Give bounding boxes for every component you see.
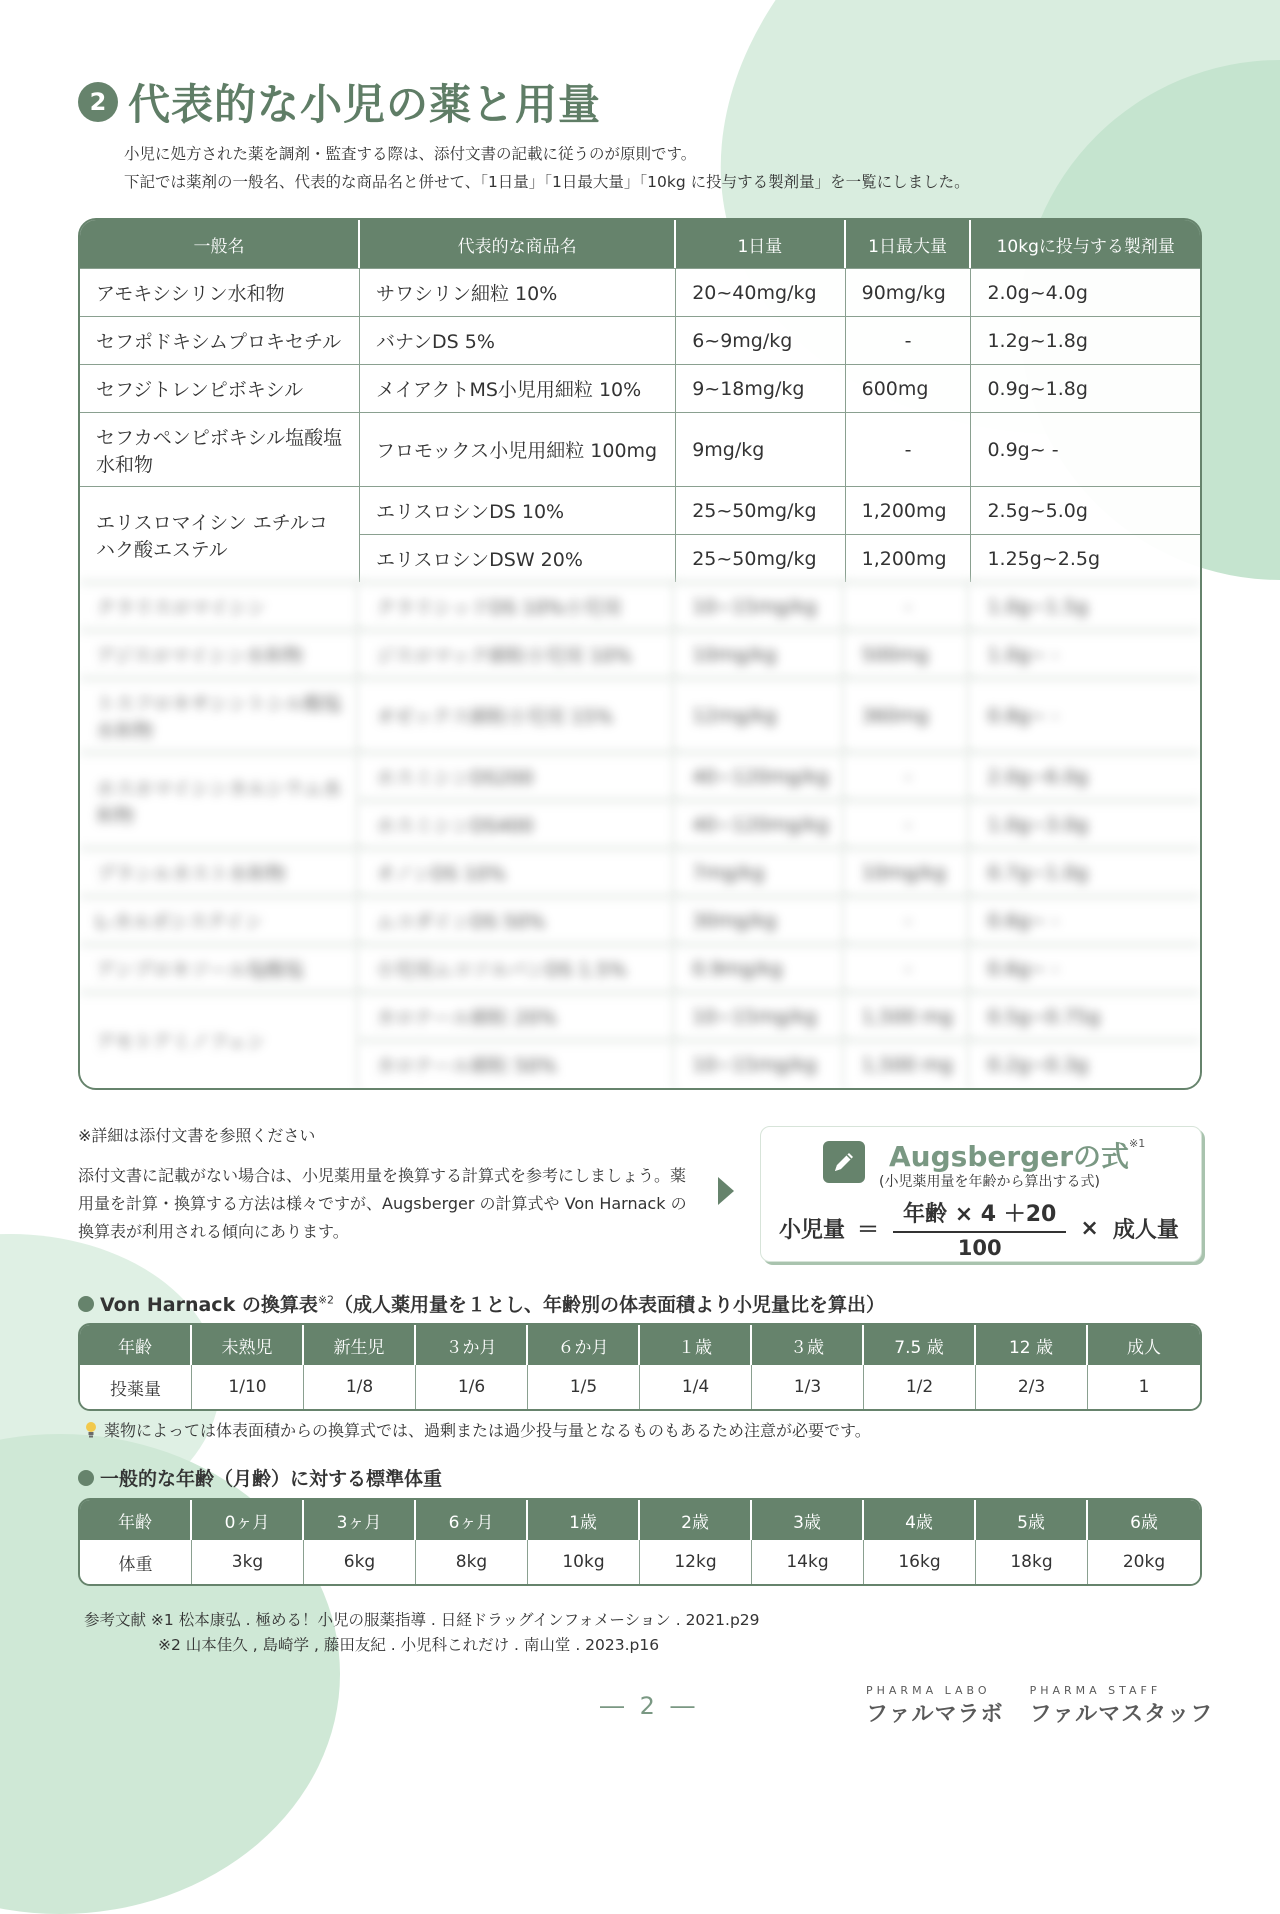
amount-cell: 0.9g~ - — [971, 412, 1200, 486]
value-cell: 1/8 — [304, 1365, 416, 1409]
table-header-row — [80, 1325, 1200, 1365]
brand-name-cell: ホスミシンDS200 — [360, 752, 676, 800]
max-dose-cell: 90mg/kg — [846, 268, 972, 316]
explanation-paragraph: 添付文書に記載がない場合は、小児薬用量を換算する計算式を参考にしましょう。薬用量を計算・換算する方法は様々ですが、Augsberger の計算式や Von Harnack の換算表が利用される傾向にあります。 — [78, 1166, 687, 1241]
daily-dose-cell: 25~50mg/kg — [676, 486, 845, 534]
header-cell: 年齢 — [80, 1500, 192, 1540]
table-row — [80, 678, 1200, 752]
formula-equation — [779, 1199, 1187, 1260]
value-cell: 14kg — [752, 1540, 864, 1584]
detail-note: ※詳細は添付文書を参照ください — [78, 1126, 316, 1145]
brand-name-cell: バナンDS 5% — [360, 316, 676, 364]
pharma-staff-logo — [1030, 1684, 1214, 1728]
header-cell: ３か月 — [416, 1325, 528, 1365]
bullet-dot — [78, 1296, 94, 1312]
max-dose-cell: 600mg — [846, 364, 972, 412]
max-dose-cell: 500mg — [846, 630, 972, 678]
max-dose-cell: - — [846, 582, 972, 630]
table-row — [80, 992, 1200, 1040]
value-cell: 3kg — [192, 1540, 304, 1584]
generic-name-cell: アモキシシリン水和物 — [80, 268, 360, 316]
header-cell: 7.5 歳 — [864, 1325, 976, 1365]
brand-name-cell: オノンDS 10% — [360, 848, 676, 896]
max-dose-cell: - — [846, 412, 972, 486]
amount-cell: 1.0g~3.0g — [971, 800, 1200, 848]
brand-name-cell: フロモックス小児用細粒 100mg — [360, 412, 676, 486]
amount-cell: 1.0g~ - — [971, 630, 1200, 678]
amount-cell: 0.6g~ - — [971, 944, 1200, 992]
amount-cell: 0.9g~1.8g — [971, 364, 1200, 412]
pencil-icon — [823, 1141, 865, 1183]
formula-equals: ＝ — [857, 1217, 880, 1243]
references — [84, 1608, 760, 1658]
brand-name-cell: クラリシッドDS 10%小児用 — [360, 582, 676, 630]
formula-numerator: 年齢 × 4 ＋20 — [893, 1197, 1066, 1233]
amount-cell: 2.5g~5.0g — [971, 486, 1200, 534]
section-heading — [78, 72, 601, 132]
table-row — [80, 486, 1200, 534]
logo-en-text: PHARMA STAFF — [1029, 1684, 1162, 1697]
header-cell: ６か月 — [528, 1325, 640, 1365]
max-dose-cell: 360mg — [846, 678, 972, 752]
amount-cell: 2.0g~4.0g — [971, 268, 1200, 316]
augsberger-formula-box — [760, 1126, 1202, 1262]
formula-times: × — [1080, 1215, 1099, 1241]
amount-cell: 0.7g~1.0g — [971, 848, 1200, 896]
table-row — [80, 848, 1200, 896]
reference-1: 参考文献 ※1 松本康弘 . 極める！小児の服薬指導 . 日経ドラッグインフォメーション . 2021.p29 — [84, 1611, 760, 1629]
daily-dose-cell: 12mg/kg — [676, 678, 845, 752]
intro-line-1: 小児に処方された薬を調剤・監査する際は、添付文書の記載に従うのが原則です。 — [124, 145, 697, 163]
table-row — [80, 364, 1200, 412]
value-cell: 1/3 — [752, 1365, 864, 1409]
max-dose-cell: 10mg/kg — [846, 848, 972, 896]
formula-denominator: 100 — [957, 1235, 1002, 1260]
formula-title — [889, 1135, 1145, 1175]
formula-fraction — [893, 1197, 1066, 1260]
value-cell: 2/3 — [976, 1365, 1088, 1409]
generic-name-cell: セフポドキシムプロキセチル — [80, 316, 360, 364]
daily-dose-cell: 20~40mg/kg — [676, 268, 845, 316]
header-cell: 6歳 — [1088, 1500, 1200, 1540]
daily-dose-cell: 6~9mg/kg — [676, 316, 845, 364]
caution-note — [84, 1418, 871, 1441]
header-cell: 12 歳 — [976, 1325, 1088, 1365]
formula-title-text: Augsbergerの式 — [889, 1140, 1129, 1173]
header-cell: 0ヶ月 — [192, 1500, 304, 1540]
brand-name-cell: 小児用ムコソルバンDS 1.5% — [360, 944, 676, 992]
daily-dose-cell: 10~15mg/kg — [676, 582, 845, 630]
amount-cell: 1.2g~1.8g — [971, 316, 1200, 364]
brand-name-cell: エリスロシンDS 10% — [360, 486, 676, 534]
max-dose-cell: 1,200mg — [846, 486, 972, 534]
amount-cell: 0.6g~ - — [971, 896, 1200, 944]
brand-name-cell: カロナール細粒 50% — [360, 1040, 676, 1088]
value-cell: 1/4 — [640, 1365, 752, 1409]
value-cell: 6kg — [304, 1540, 416, 1584]
harnack-section-title — [78, 1290, 885, 1317]
daily-dose-cell: 25~50mg/kg — [676, 534, 845, 582]
max-dose-cell: 1,500 mg — [846, 1040, 972, 1088]
value-cell: 1/2 — [864, 1365, 976, 1409]
bullet-dot — [78, 1470, 94, 1486]
daily-dose-cell: 9mg/kg — [676, 412, 845, 486]
daily-dose-cell: 40~120mg/kg — [676, 752, 845, 800]
logo-jp-text: ファルマラボ — [866, 1702, 1004, 1727]
harnack-title-mark: ※2 — [317, 1293, 335, 1307]
table-row — [80, 1365, 1200, 1409]
standard-weight-table — [78, 1498, 1202, 1586]
generic-name-cell: プランルカスト水和物 — [80, 848, 360, 896]
formula-subtitle: (小児薬用量を年齢から算出する式) — [879, 1174, 1100, 1190]
generic-name-cell: アジスロマイシン水和物 — [80, 630, 360, 678]
table-row — [80, 630, 1200, 678]
brand-name-cell: ムコダインDS 50% — [360, 896, 676, 944]
header-cell: 4歳 — [864, 1500, 976, 1540]
formula-lhs: 小児量 — [779, 1217, 846, 1243]
logo-jp-text: ファルマスタッフ — [1029, 1702, 1214, 1727]
table-row — [80, 752, 1200, 800]
intro-line-2: 下記では薬剤の一般名、代表的な商品名と併せて、「1日量」「1日最大量」「10kg に投与する製剤量」を一覧にしました。 — [124, 173, 970, 191]
brand-name-cell: カロナール細粒 20% — [360, 992, 676, 1040]
table-header-row — [80, 220, 1200, 268]
header-generic-name: 一般名 — [80, 220, 360, 268]
max-dose-cell: - — [846, 752, 972, 800]
generic-name-cell: ホスホマイシンカルシウム水和物 — [80, 752, 360, 848]
intro-text — [124, 140, 970, 196]
max-dose-cell: 1,500 mg — [846, 992, 972, 1040]
brand-name-cell: メイアクトMS小児用細粒 10% — [360, 364, 676, 412]
daily-dose-cell: 9~18mg/kg — [676, 364, 845, 412]
value-cell: 8kg — [416, 1540, 528, 1584]
table-row — [80, 316, 1200, 364]
header-max-daily-dose: 1日最大量 — [846, 220, 972, 268]
generic-name-cell: エリスロマイシン エチルコハク酸エステル — [80, 486, 360, 582]
header-cell: 新生児 — [304, 1325, 416, 1365]
brand-name-cell: オゼックス細粒小児用 15% — [360, 678, 676, 752]
value-cell: 1 — [1088, 1365, 1200, 1409]
amount-cell: 1.25g~2.5g — [971, 534, 1200, 582]
header-cell: 6ヶ月 — [416, 1500, 528, 1540]
max-dose-cell: - — [846, 800, 972, 848]
table-row — [80, 896, 1200, 944]
header-cell: 3ヶ月 — [304, 1500, 416, 1540]
value-cell: 1/10 — [192, 1365, 304, 1409]
generic-name-cell: アセトアミノフェン — [80, 992, 360, 1088]
table-row — [80, 944, 1200, 992]
value-cell: 20kg — [1088, 1540, 1200, 1584]
row-label-cell: 投薬量 — [80, 1365, 192, 1409]
header-cell: 1歳 — [528, 1500, 640, 1540]
table-row — [80, 412, 1200, 486]
header-daily-dose: 1日量 — [676, 220, 845, 268]
header-cell: ３歳 — [752, 1325, 864, 1365]
weight-title: 一般的な年齢（月齢）に対する標準体重 — [100, 1468, 443, 1490]
header-cell: １歳 — [640, 1325, 752, 1365]
page-number: ― 2 ― — [600, 1692, 699, 1720]
generic-name-cell: トスフロキサシントシル酸塩水和物 — [80, 678, 360, 752]
header-cell: 成人 — [1088, 1325, 1200, 1365]
max-dose-cell: 1,200mg — [846, 534, 972, 582]
value-cell: 18kg — [976, 1540, 1088, 1584]
value-cell: 10kg — [528, 1540, 640, 1584]
harnack-title-rest: （成人薬用量を１とし、年齢別の体表面積より小児量比を算出） — [334, 1294, 886, 1316]
page-title: 代表的な小児の薬と用量 — [128, 80, 602, 129]
header-brand-name: 代表的な商品名 — [360, 220, 676, 268]
amount-cell: 0.2g~0.3g — [971, 1040, 1200, 1088]
table-row — [80, 268, 1200, 316]
header-10kg-amount: 10kgに投与する製剤量 — [971, 220, 1200, 268]
value-cell: 16kg — [864, 1540, 976, 1584]
reference-2: ※2 山本佳久 , 島崎学 , 藤田友紀 . 小児科これだけ . 南山堂 . 2023.p16 — [158, 1636, 660, 1654]
arrow-right-icon — [718, 1177, 734, 1205]
max-dose-cell: - — [846, 944, 972, 992]
header-cell: 5歳 — [976, 1500, 1088, 1540]
row-label-cell: 体重 — [80, 1540, 192, 1584]
footer-logos — [866, 1684, 1213, 1728]
daily-dose-cell: 40~120mg/kg — [676, 800, 845, 848]
generic-name-cell: セフカペンピボキシル塩酸塩水和物 — [80, 412, 360, 486]
value-cell: 12kg — [640, 1540, 752, 1584]
lightbulb-icon — [84, 1421, 98, 1439]
formula-title-mark: ※1 — [1129, 1137, 1146, 1150]
value-cell: 1/6 — [416, 1365, 528, 1409]
section-number-badge: 2 — [78, 82, 118, 122]
generic-name-cell: クラリスロマイシン — [80, 582, 360, 630]
harnack-title: Von Harnack の換算表 — [100, 1294, 318, 1316]
brand-name-cell: ホスミシンDS400 — [360, 800, 676, 848]
max-dose-cell: - — [846, 896, 972, 944]
daily-dose-cell: 10~15mg/kg — [676, 992, 845, 1040]
pharma-labo-logo — [866, 1684, 1004, 1728]
generic-name-cell: アンブロキソール塩酸塩 — [80, 944, 360, 992]
drug-dosage-table — [78, 218, 1202, 1090]
daily-dose-cell: 10~15mg/kg — [676, 1040, 845, 1088]
table-header-row — [80, 1500, 1200, 1540]
daily-dose-cell: 7mg/kg — [676, 848, 845, 896]
brand-name-cell: エリスロシンDSW 20% — [360, 534, 676, 582]
header-cell: 未熟児 — [192, 1325, 304, 1365]
table-row — [80, 1540, 1200, 1584]
value-cell: 1/5 — [528, 1365, 640, 1409]
amount-cell: 2.0g~6.0g — [971, 752, 1200, 800]
max-dose-cell: - — [846, 316, 972, 364]
table-row — [80, 582, 1200, 630]
daily-dose-cell: 30mg/kg — [676, 896, 845, 944]
weight-section-title — [78, 1464, 442, 1491]
amount-cell: 0.5g~0.75g — [971, 992, 1200, 1040]
daily-dose-cell: 10mg/kg — [676, 630, 845, 678]
amount-cell: 1.0g~1.5g — [971, 582, 1200, 630]
caution-text: 薬物によっては体表面積からの換算式では、過剰または過少投与量となるものもあるため注意が必要です。 — [104, 1421, 871, 1440]
amount-cell: 0.8g~ - — [971, 678, 1200, 752]
brand-name-cell: ジスロマック細粒小児用 10% — [360, 630, 676, 678]
generic-name-cell: セフジトレンピボキシル — [80, 364, 360, 412]
logo-en-text: PHARMA LABO — [866, 1684, 991, 1697]
generic-name-cell: L-カルボシステイン — [80, 896, 360, 944]
harnack-table — [78, 1323, 1202, 1411]
header-cell: 年齢 — [80, 1325, 192, 1365]
daily-dose-cell: 0.9mg/kg — [676, 944, 845, 992]
formula-rhs: 成人量 — [1112, 1217, 1179, 1243]
header-cell: 3歳 — [752, 1500, 864, 1540]
header-cell: 2歳 — [640, 1500, 752, 1540]
brand-name-cell: サワシリン細粒 10% — [360, 268, 676, 316]
